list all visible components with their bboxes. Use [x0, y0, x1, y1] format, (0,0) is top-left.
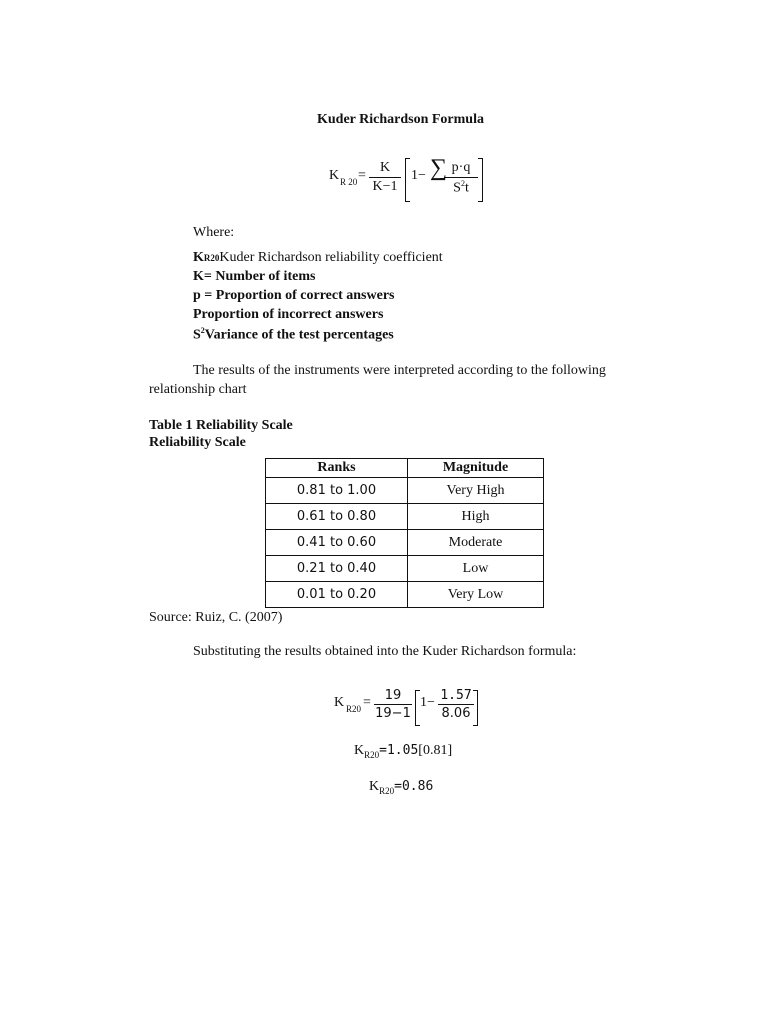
table-source: Source: Ruiz, C. (2007)	[149, 610, 283, 625]
rank-cell: 0.61 to 0.80	[266, 504, 408, 530]
formula2-denominator: 19−1	[375, 706, 411, 721]
table-caption: Table 1 Reliability Scale	[149, 418, 293, 433]
formula2-k: K	[334, 695, 345, 710]
inner-numerator: p·q	[451, 160, 471, 175]
formula4-k: K	[369, 779, 380, 794]
def-s2: $S^2Variance$ of the test percentages	[193, 326, 394, 343]
kr20-formula-step	[354, 741, 452, 759]
formula-k: K	[329, 168, 340, 183]
formula3-bracket-value: [0.81]	[418, 743, 453, 758]
magnitude-cell: Moderate	[408, 530, 544, 556]
intro-line-1: The results of the instruments were interpreted according to the following	[193, 363, 606, 378]
formula3-value: =1.05	[379, 743, 419, 758]
right-bracket	[478, 158, 483, 202]
rank-cell: 0.01 to 0.20	[266, 582, 408, 608]
magnitude-cell: High	[408, 504, 544, 530]
inner-fraction	[444, 160, 478, 197]
magnitude-cell: Low	[408, 556, 544, 582]
table-header-row	[266, 459, 544, 478]
rank-cell: 0.21 to 0.40	[266, 556, 408, 582]
magnitude-cell: Very Low	[408, 582, 544, 608]
def-p: p = Proportion of correct answers	[193, 288, 395, 303]
formula2-equals: =	[363, 695, 371, 710]
table-row	[266, 582, 544, 608]
formula2-inner-denominator: 8.06	[441, 706, 471, 721]
inner-denominator: $S^2t$	[453, 179, 469, 196]
fraction-denominator: K−1	[372, 179, 398, 194]
def-kr20: KR20Kuder Richardson reliability coefficient	[193, 250, 443, 265]
fraction-numerator: K	[379, 160, 391, 175]
magnitude-cell: Very High	[408, 478, 544, 504]
rank-cell: 0.41 to 0.60	[266, 530, 408, 556]
where-label: Where:	[193, 225, 235, 240]
formula2-inner-fraction	[438, 688, 474, 721]
formula3-k: K	[354, 743, 365, 758]
formula3-subscript: R20	[364, 750, 380, 760]
kr20-result	[369, 777, 433, 795]
formula4-value: =0.86	[394, 779, 434, 794]
def-q: Proportion of incorrect answers	[193, 307, 384, 322]
substitution-text: Substituting the results obtained into the Kuder Richardson formula:	[193, 644, 577, 659]
table-row	[266, 478, 544, 504]
intro-line-2: relationship chart	[149, 382, 247, 397]
formula2-one-minus: 1−	[420, 695, 435, 710]
reliability-table	[265, 458, 544, 608]
sigma-symbol: ∑	[430, 155, 448, 181]
table-row	[266, 504, 544, 530]
header-magnitude: Magnitude	[408, 459, 544, 478]
def-k: K= Number of items	[193, 269, 316, 284]
formula-fraction	[369, 160, 401, 195]
one-minus: 1−	[411, 168, 426, 183]
formula2-numerator: 19	[384, 688, 402, 703]
rank-cell: 0.81 to 1.00	[266, 478, 408, 504]
formula-subscript: R 20	[340, 177, 358, 187]
table-row	[266, 556, 544, 582]
formula2-right-bracket	[473, 690, 478, 726]
left-bracket	[405, 158, 410, 202]
table-row	[266, 530, 544, 556]
header-ranks: Ranks	[266, 459, 408, 478]
formula2-subscript: R20	[346, 704, 362, 714]
formula-equals: =	[358, 168, 366, 183]
table-subcaption: Reliability Scale	[149, 435, 246, 450]
formula2-fraction	[374, 688, 412, 721]
formula2-inner-numerator: 1.57	[440, 688, 472, 703]
formula4-subscript: R20	[379, 786, 395, 796]
page-title: Kuder Richardson Formula	[317, 112, 484, 127]
